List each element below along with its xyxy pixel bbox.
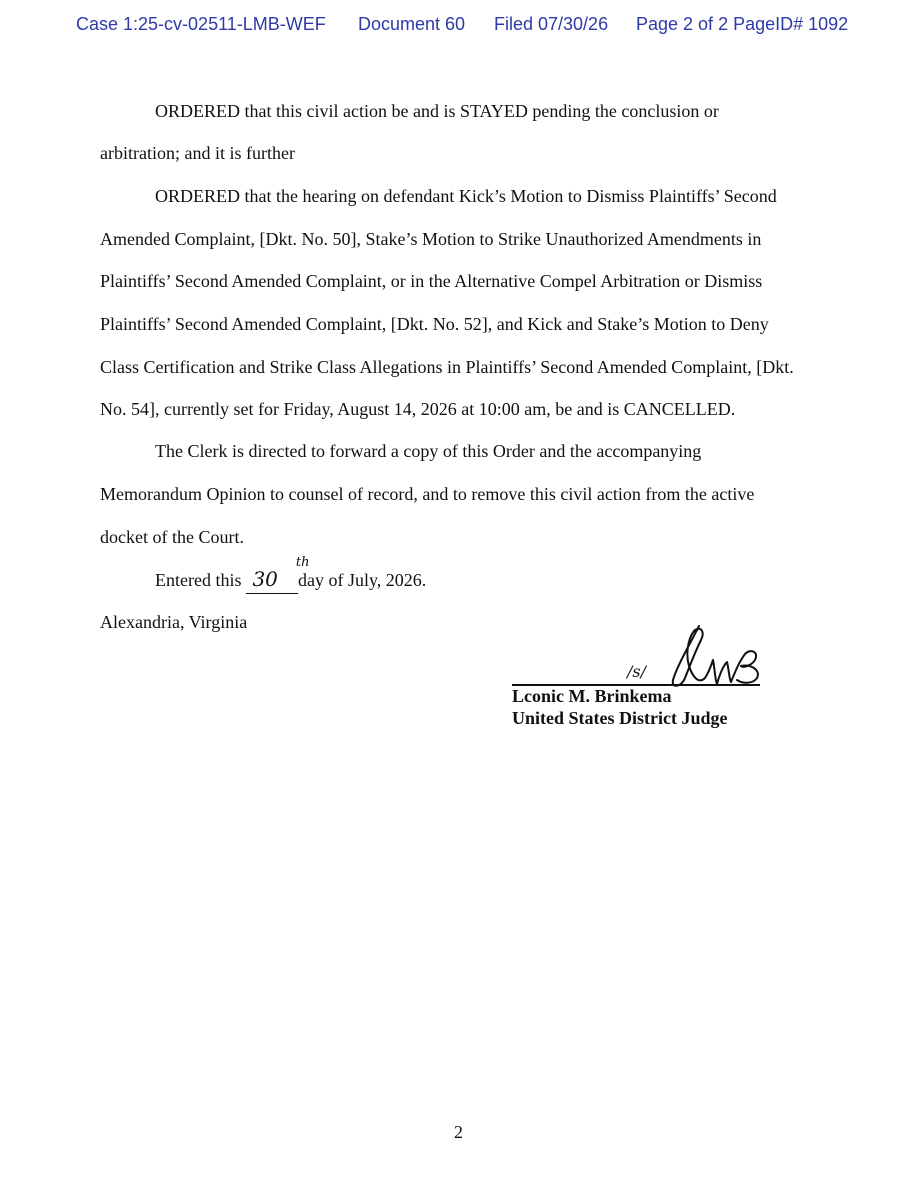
- paragraph-line: docket of the Court.: [100, 527, 244, 547]
- paragraph-line: ORDERED that this civil action be and is STAYED pending the conclusion or: [155, 101, 719, 121]
- paragraph-line: arbitration; and it is further: [100, 143, 295, 163]
- paragraph-line: ORDERED that the hearing on defendant Kick’s Motion to Dismiss Plaintiffs’ Second: [155, 186, 777, 206]
- handwritten-signature: [655, 622, 775, 692]
- paragraph-line: Plaintiffs’ Second Amended Complaint, or in the Alternative Compel Arbitration or Dismiss: [100, 271, 763, 291]
- header-case-number: Case 1:25-cv-02511-LMB-WEF: [76, 14, 326, 34]
- entry-prefix: Entered this: [155, 570, 242, 590]
- page-number: 2: [454, 1122, 463, 1142]
- judge-name: Lconic M. Brinkema: [512, 686, 672, 706]
- header-page-id: Page 2 of 2 PageID# 1092: [636, 14, 849, 34]
- paragraph-line: Memorandum Opinion to counsel of record, and to remove this civil action from the active: [100, 484, 755, 504]
- location-line: Alexandria, Virginia: [100, 612, 248, 632]
- header-document-number: Document 60: [358, 14, 466, 34]
- paragraph-line: Amended Complaint, [Dkt. No. 50], Stake’s Motion to Strike Unauthorized Amendments in: [100, 229, 762, 249]
- paragraph-line: No. 54], currently set for Friday, August 14, 2026 at 10:00 am, be and is CANCELLED.: [100, 399, 736, 419]
- handwritten-day-number: 30: [252, 567, 278, 591]
- entry-date-line: [155, 555, 875, 594]
- handwritten-day-suffix: th: [295, 555, 310, 570]
- document-header: [0, 14, 917, 40]
- judge-title: United States District Judge: [512, 708, 728, 728]
- signature-slash-mark: /s/: [627, 662, 646, 681]
- paragraph-line: Class Certification and Strike Class Allegations in Plaintiffs’ Second Amended Complaint, [Dkt.: [100, 357, 794, 377]
- header-filed-date: Filed 07/30/26: [494, 14, 609, 34]
- entry-suffix: day of July, 2026.: [297, 570, 427, 590]
- handwritten-day: [246, 555, 310, 594]
- paragraph-line: The Clerk is directed to forward a copy of this Order and the accompanying: [155, 441, 702, 461]
- paragraph-line: Plaintiffs’ Second Amended Complaint, [Dkt. No. 52], and Kick and Stake’s Motion to Deny: [100, 314, 769, 334]
